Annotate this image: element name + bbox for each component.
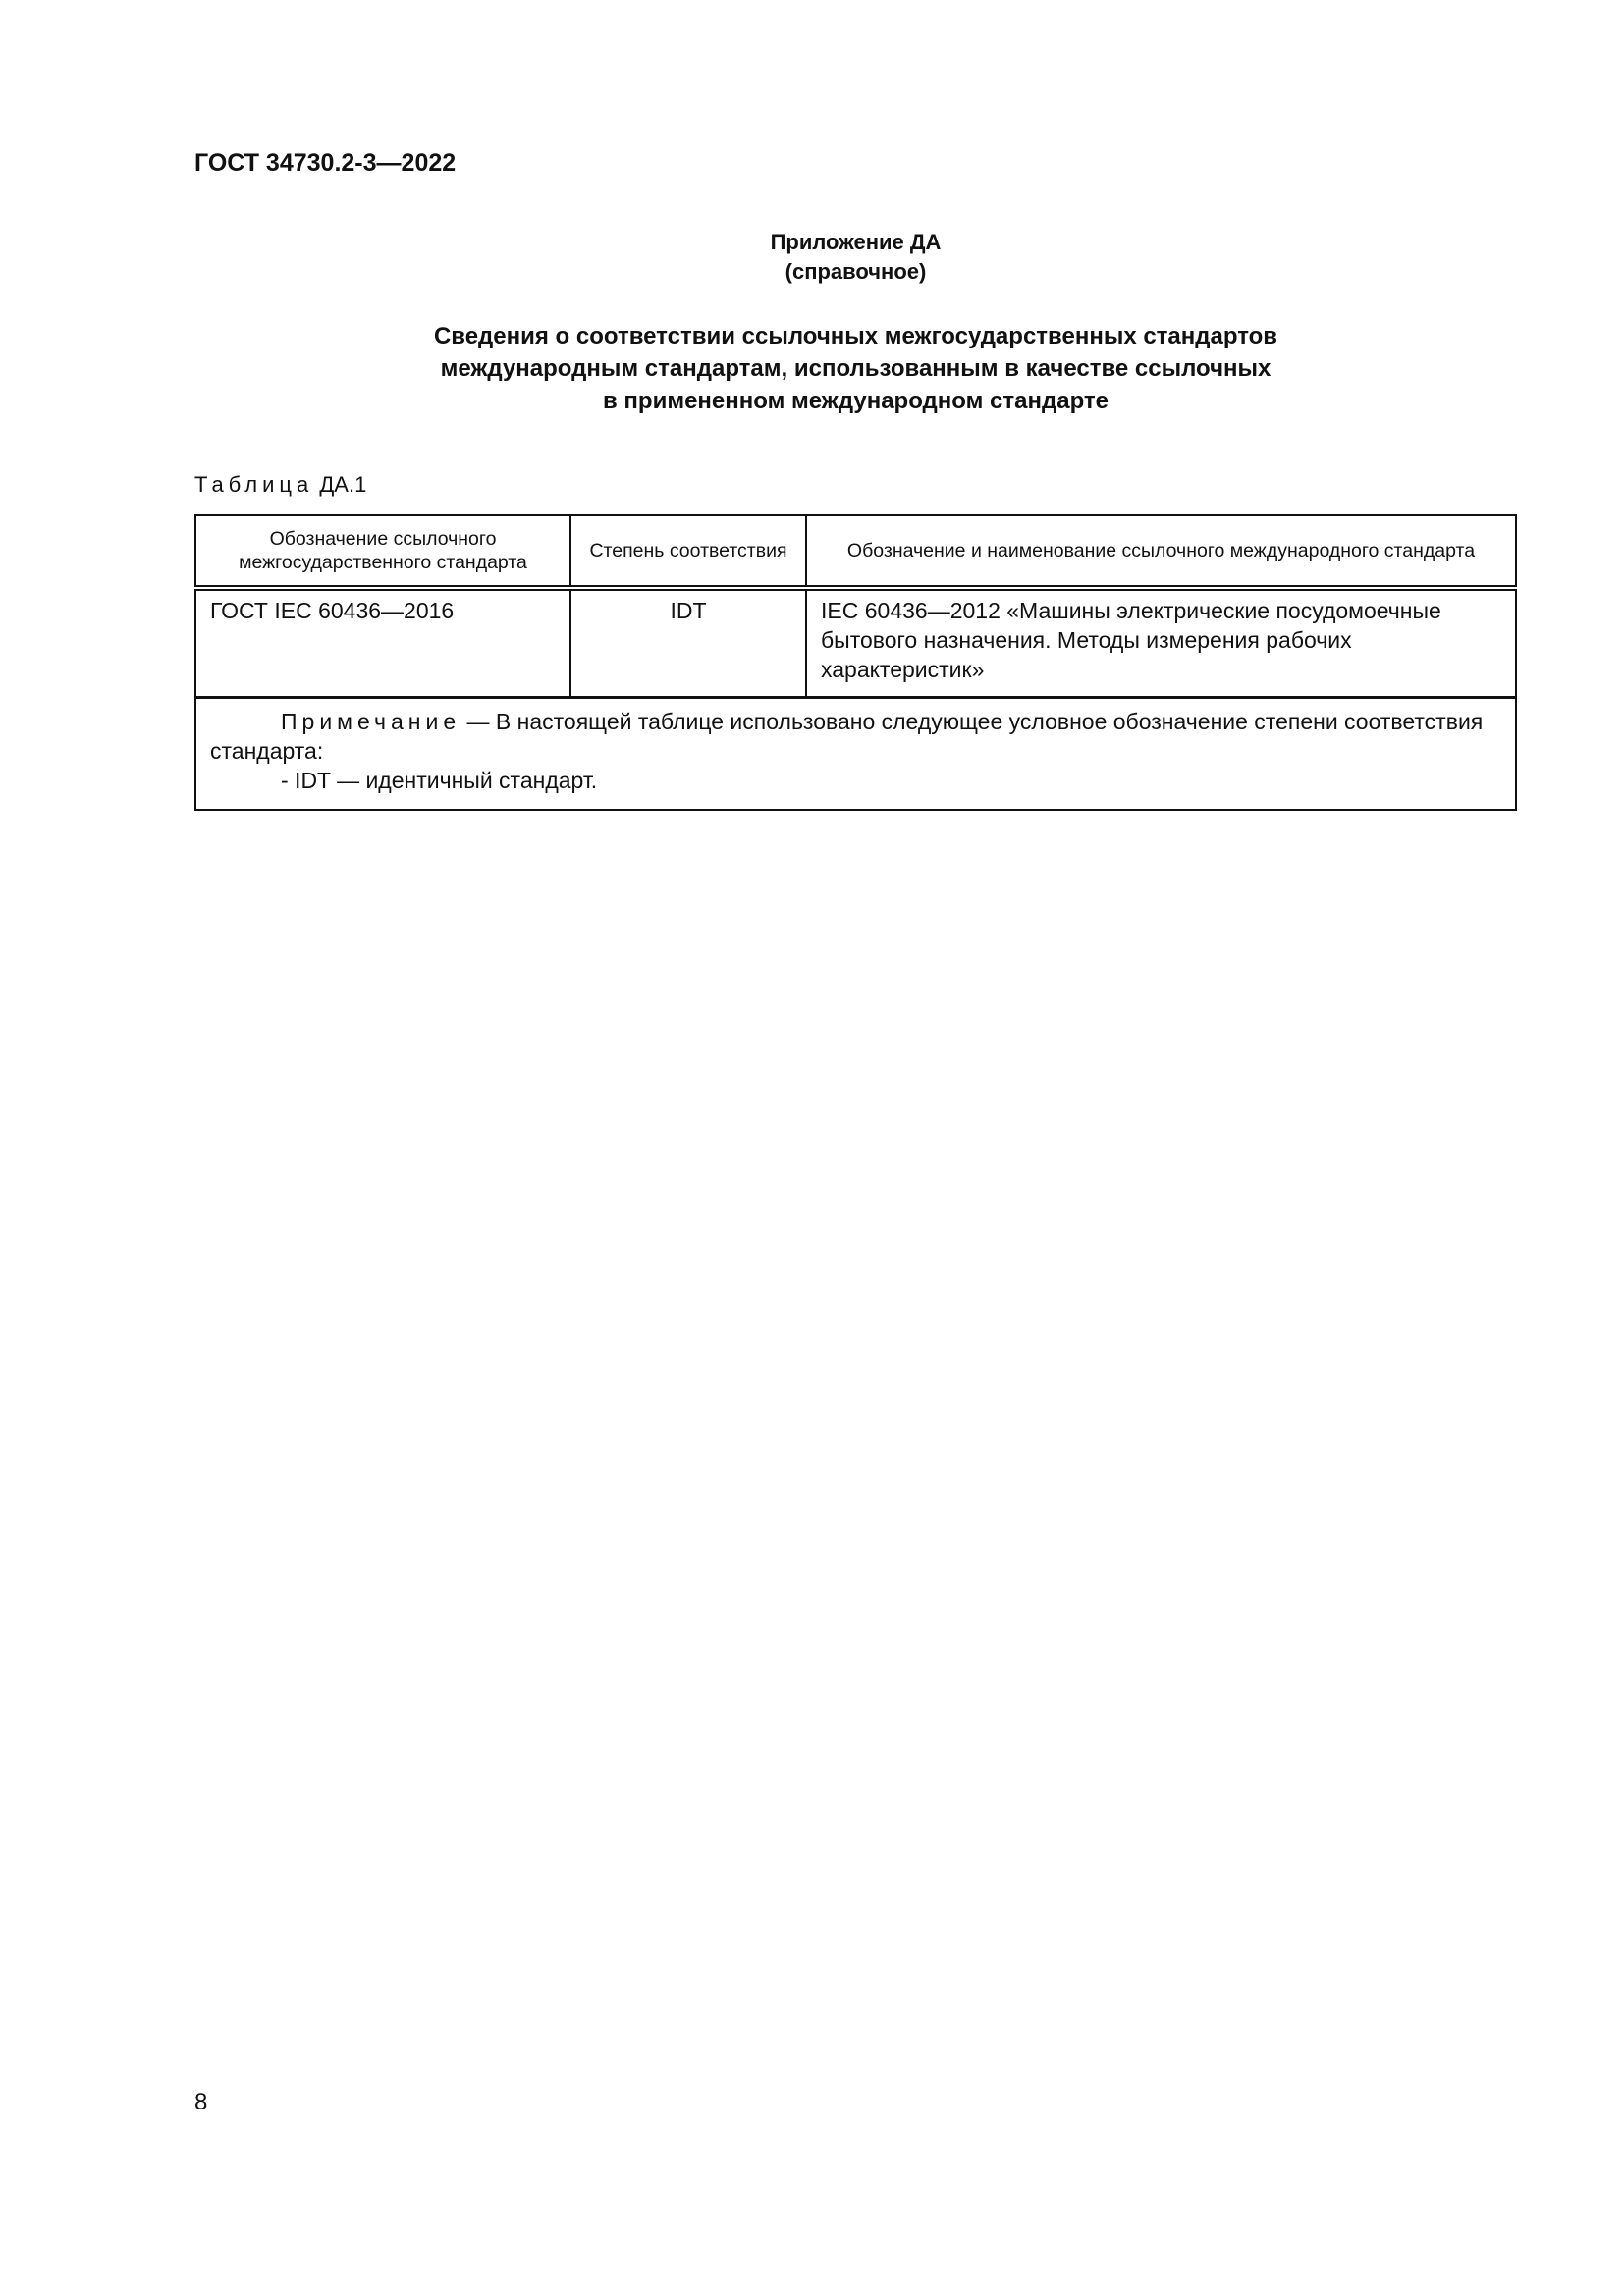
annex-title: Приложение ДА	[770, 230, 942, 254]
annex-heading	[194, 228, 1517, 287]
note-item: - IDT — идентичный стандарт.	[281, 768, 598, 793]
note-text: В настоящей таблице использовано следующее условное обозначение степени соответствия стандарта:	[210, 709, 1484, 764]
national-standard-cell: ГОСТ IEC 60436—2016	[195, 588, 570, 698]
page-number: 8	[194, 2089, 208, 2115]
table-caption	[194, 472, 366, 498]
section-title	[194, 320, 1517, 417]
table-row	[195, 588, 1516, 698]
note-label: Примечание	[281, 709, 461, 734]
table-caption-number: ДА.1	[319, 472, 367, 497]
section-title-line: международным стандартам, использованным в качестве ссылочных	[440, 355, 1272, 382]
degree-cell: IDT	[570, 588, 806, 698]
column-header: Обозначение и наименование ссылочного международного стандарта	[806, 515, 1516, 588]
document-id: ГОСТ 34730.2-3—2022	[194, 149, 457, 177]
table-header-row	[195, 515, 1516, 588]
column-header: Степень соответствия	[570, 515, 806, 588]
note-dash: —	[460, 709, 496, 734]
table-caption-word: Таблица	[194, 472, 314, 497]
section-title-line: в примененном международном стандарте	[602, 388, 1110, 414]
column-header: Обозначение ссылочного межгосударственного стандарта	[195, 515, 570, 588]
correspondence-table	[194, 514, 1517, 811]
annex-type: (справочное)	[785, 259, 927, 284]
table-note	[195, 698, 1516, 811]
table-note-row	[195, 698, 1516, 811]
section-title-line: Сведения о соответствии ссылочных межгосударственных стандартов	[433, 323, 1278, 349]
international-standard-cell: IEC 60436—2012 «Машины электрические посудомоечные бытового назначения. Методы измерения рабочих характеристик»	[806, 588, 1516, 698]
